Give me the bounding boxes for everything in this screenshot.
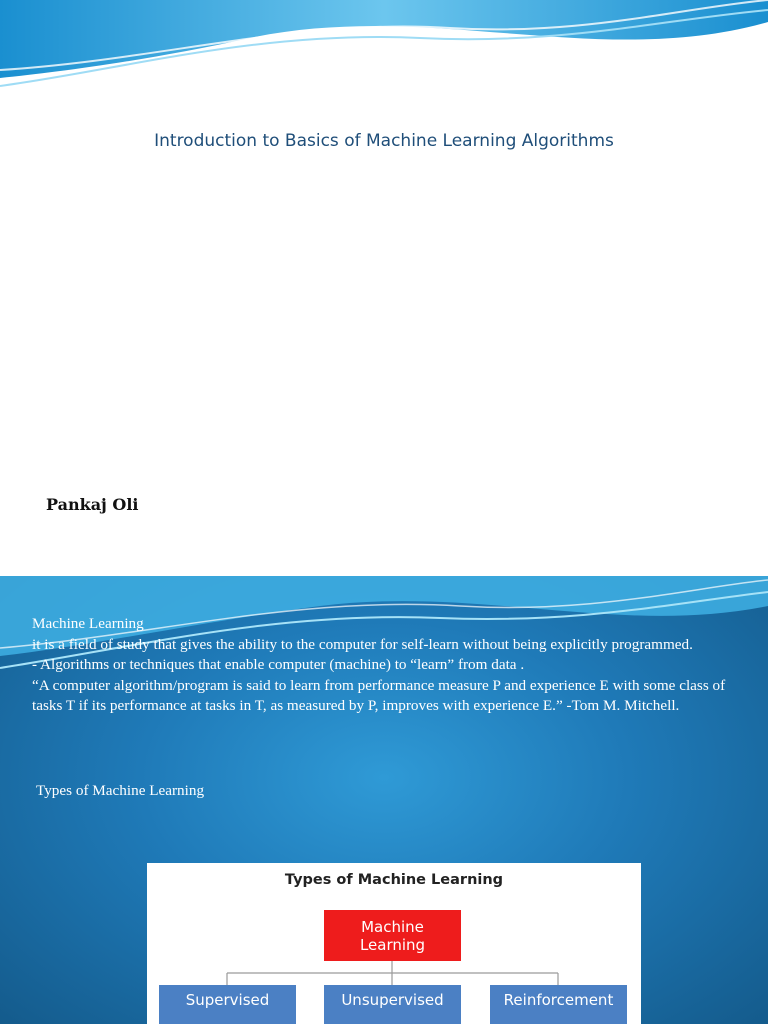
slide-2 [0,576,768,1024]
author-name: Pankaj Oli [46,495,139,514]
wave-decoration [0,0,768,100]
body-line: - Algorithms or techniques that enable computer (machine) to “learn” from data . [32,656,525,673]
body-line: “A computer algorithm/program is said to learn from performance measure P and experience E with some class of tasks T if its performance at tasks in T, as measured by P, improves with experience E.” -Tom M. Mitchell. [32,676,726,714]
diagram-title: Types of Machine Learning [284,872,504,888]
diagram-node-unsupervised: Unsupervised [324,985,461,1024]
diagram-node-supervised: Supervised [159,985,296,1024]
body-line: it is a field of study that gives the ability to the computer for self-learn without being explicitly programmed. [32,635,693,653]
diagram-node-reinforcement: Reinforcement [490,985,627,1024]
body-line: Machine Learning [32,615,144,632]
slide-body-text [32,614,732,717]
types-label: Types of Machine Learning [36,782,205,799]
diagram-root-node [324,910,461,961]
ml-types-diagram [147,863,641,1024]
presentation-title: Introduction to Basics of Machine Learning Algorithms [154,131,614,151]
root-label: Machine Learning [359,917,426,954]
